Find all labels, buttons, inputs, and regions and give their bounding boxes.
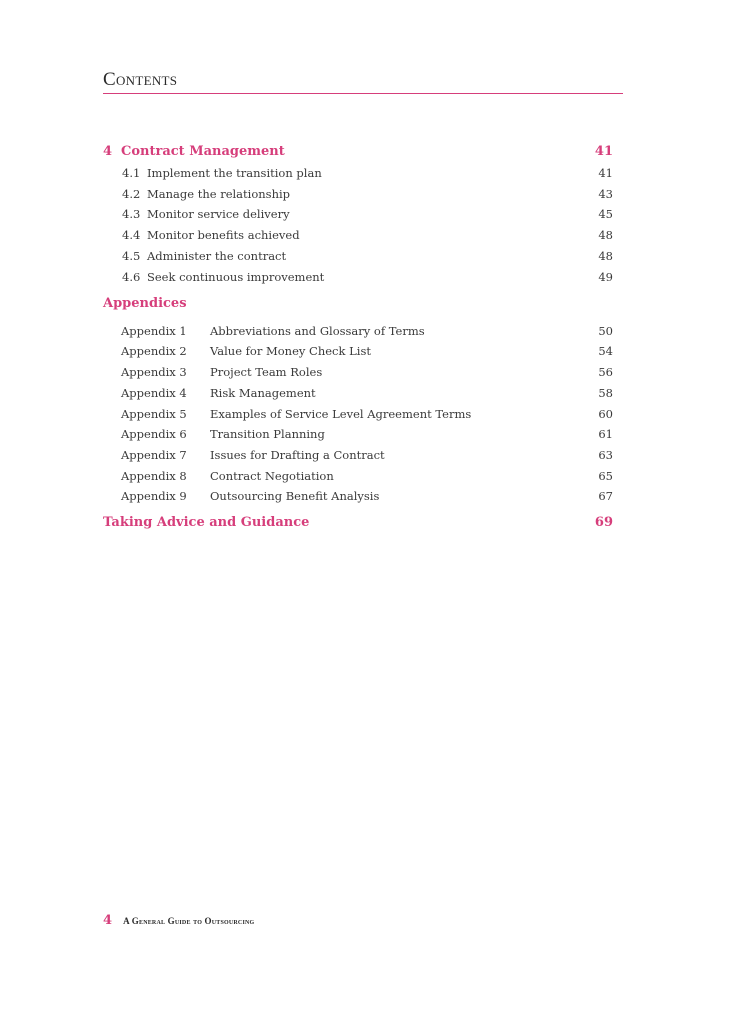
page-header [103, 68, 623, 94]
appendix-label: Appendix 5 [121, 407, 187, 421]
appendix-label: Appendix 9 [121, 489, 187, 503]
item-page: 45 [598, 207, 613, 221]
appendix-page: 60 [598, 407, 613, 421]
appendix-label: Appendix 4 [121, 386, 187, 400]
section-page: 41 [594, 144, 613, 159]
toc-item-4-1[interactable] [103, 163, 613, 183]
appendix-label: Appendix 2 [121, 344, 187, 358]
toc-appendix-8[interactable] [103, 466, 613, 486]
advice-page: 69 [594, 515, 613, 530]
item-number: 4.3 [122, 207, 141, 221]
item-title: Monitor benefits achieved [147, 228, 300, 242]
item-number: 4.4 [122, 228, 141, 242]
appendix-title: Risk Management [210, 386, 316, 400]
appendix-title: Transition Planning [210, 427, 325, 441]
appendix-title: Issues for Drafting a Contract [210, 448, 385, 462]
item-page: 48 [598, 228, 613, 242]
item-number: 4.2 [122, 187, 141, 201]
appendices-title: Appendices [103, 296, 187, 311]
toc-item-4-2[interactable] [103, 184, 613, 204]
item-page: 48 [598, 249, 613, 263]
toc-appendix-5[interactable] [103, 404, 613, 424]
appendix-title: Contract Negotiation [210, 469, 334, 483]
toc-appendix-3[interactable] [103, 362, 613, 382]
toc-item-4-6[interactable] [103, 267, 613, 287]
toc-appendices[interactable] [103, 294, 613, 314]
appendix-title: Outsourcing Benefit Analysis [210, 489, 380, 503]
appendix-label: Appendix 1 [121, 324, 187, 338]
toc-appendix-4[interactable] [103, 383, 613, 403]
section-number: 4 [103, 144, 113, 159]
item-number: 4.1 [122, 166, 141, 180]
appendix-page: 58 [598, 386, 613, 400]
item-number: 4.5 [122, 249, 141, 263]
appendix-label: Appendix 6 [121, 427, 187, 441]
toc-appendix-2[interactable] [103, 341, 613, 361]
toc-appendix-6[interactable] [103, 424, 613, 444]
appendix-page: 61 [598, 427, 613, 441]
appendix-title: Abbreviations and Glossary of Terms [210, 324, 425, 338]
appendix-label: Appendix 7 [121, 448, 187, 462]
footer-title: A General Guide to Outsourcing [123, 916, 255, 926]
footer-page-number: 4 [103, 913, 113, 928]
item-page: 43 [598, 187, 613, 201]
advice-title: Taking Advice and Guidance [103, 515, 310, 530]
page-footer [103, 909, 254, 929]
appendix-title: Value for Money Check List [210, 344, 371, 358]
appendix-title: Examples of Service Level Agreement Terms [210, 407, 472, 421]
toc-item-4-3[interactable] [103, 204, 613, 224]
appendix-page: 54 [598, 344, 613, 358]
section-title: Contract Management [121, 144, 285, 159]
appendix-page: 56 [598, 365, 613, 379]
toc-item-4-5[interactable] [103, 246, 613, 266]
toc-section-4[interactable] [103, 142, 613, 162]
toc-appendix-7[interactable] [103, 445, 613, 465]
toc-appendix-1[interactable] [103, 321, 613, 341]
appendix-page: 63 [598, 448, 613, 462]
appendix-label: Appendix 8 [121, 469, 187, 483]
appendix-page: 65 [598, 469, 613, 483]
item-page: 49 [598, 270, 613, 284]
item-title: Administer the contract [147, 249, 287, 263]
item-title: Implement the transition plan [147, 166, 322, 180]
toc-item-4-4[interactable] [103, 225, 613, 245]
item-number: 4.6 [122, 270, 141, 284]
toc-advice[interactable] [103, 513, 613, 533]
appendix-label: Appendix 3 [121, 365, 187, 379]
item-title: Seek continuous improvement [147, 270, 325, 284]
item-title: Manage the relationship [147, 187, 291, 201]
item-page: 41 [598, 166, 613, 180]
appendix-page: 50 [598, 324, 613, 338]
toc-appendix-9[interactable] [103, 486, 613, 506]
appendix-page: 67 [598, 489, 613, 503]
item-title: Monitor service delivery [147, 207, 290, 221]
page-title: Contents [103, 69, 178, 90]
appendix-title: Project Team Roles [210, 365, 323, 379]
